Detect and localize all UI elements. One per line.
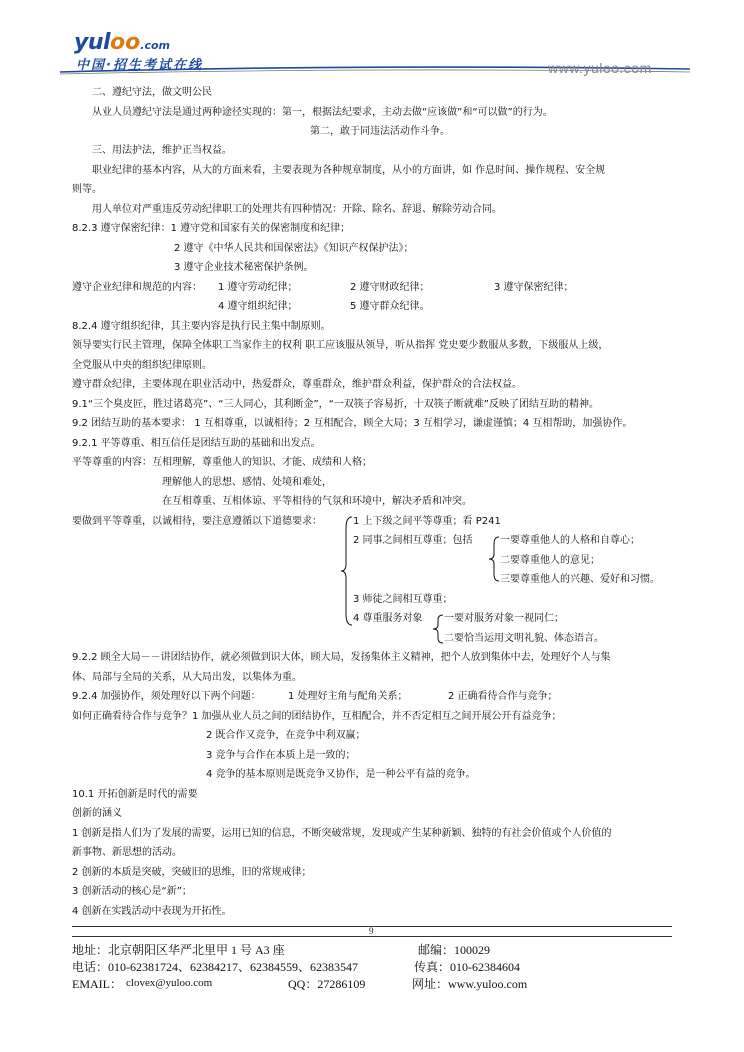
text-line: 第二，敢于同违法活动作斗争。: [310, 126, 450, 137]
text-line: 3 创新活动的核心是“新”；: [72, 886, 192, 897]
logo-yu-text: yul: [74, 30, 111, 55]
text-line: 8.2.4 遵守组织纪律，其主要内容是执行民主集中制原则。: [72, 321, 331, 332]
text-line: 在互相尊重、互相体谅、平等相待的气氛和环境中，解决矛盾和冲突。: [162, 496, 472, 507]
section-heading: 创新的涵义: [72, 808, 122, 819]
list-item: 三要尊重他人的兴趣、爱好和习惯。: [500, 574, 660, 585]
text-line: 2 遵守《中华人民共和国保密法》《知识产权保护法》；: [174, 243, 414, 254]
text-line: 平等尊重的内容：互相理解，尊重他人的知识、才能、成绩和人格；: [72, 457, 372, 468]
list-item: 二要恰当运用文明礼貌、体态语言。: [444, 633, 604, 644]
text-line: 遵守群众纪律，主要体现在职业活动中，热爱群众，尊重群众，维护群众利益，保护群众的合法权益。: [72, 379, 522, 390]
footer-website[interactable]: 网址：www.yuloo.com: [412, 977, 528, 991]
footer-email[interactable]: clovex@yuloo.com: [126, 977, 213, 989]
text-line: 用人单位对严重违反劳动纪律职工的处理共有四种情况：开除、除名、辞退、解除劳动合同。: [92, 204, 502, 215]
footer-divider: [72, 936, 672, 937]
text-line: 3 遵守企业技术秘密保护条例。: [174, 262, 314, 273]
text-line: 新事物、新思想的活动。: [72, 847, 182, 858]
text-line: 则等。: [72, 184, 102, 195]
logo-chinese-text: 中国·招生考试在线: [76, 58, 203, 73]
list-item: 3 竞争与合作在本质上是一致的；: [206, 750, 356, 761]
text-line: 9.2.1 平等尊重、相互信任是团结互助的基础和出发点。: [72, 438, 321, 449]
list-item: 一要对服务对象一视同仁；: [444, 613, 564, 624]
text-line: 职业纪律的基本内容，从大的方面来看，主要表现为各种规章制度，从小的方面讲，如 作息时间、操作规程、安全规: [92, 165, 606, 176]
list-item: 2 同事之间相互尊重；包括: [353, 535, 473, 546]
text-line: 要做到平等尊重，以诚相待，要注意遵循以下道德要求：: [72, 516, 322, 527]
text-line: 9.2.4 加强协作，须处理好以下两个问题：: [72, 691, 261, 702]
list-item: 1 上下级之间平等尊重；看 P241: [353, 516, 501, 527]
footer-address: 地址：北京朝阳区华严北里甲 1 号 A3 座: [72, 943, 285, 957]
section-heading: 三、用法护法，维护正当权益。: [92, 145, 232, 156]
brace-main: [340, 516, 354, 626]
text-line: 9.1“三个臭皮匠，胜过诸葛亮”、“三人同心，其利断金”，“一双筷子容易折，十双筷子断就难”反映了团结互助的精神。: [72, 399, 599, 410]
page-number: 9: [369, 926, 374, 936]
list-item: 4 竞争的基本原则是既竞争又协作，是一种公平有益的竞争。: [206, 769, 476, 780]
text-line: 如何正确看待合作与竞争？1 加强从业人员之间的团结协作，互相配合，并不否定相互之间开展公开有益竞争；: [72, 711, 562, 722]
text-line: 遵守企业纪律和规范的内容：: [72, 282, 202, 293]
text-line: 全党服从中央的组织纪律原则。: [72, 360, 212, 371]
text-line: 理解他人的思想、感情、处境和难处，: [162, 477, 332, 488]
list-item: 5 遵守群众纪律。: [350, 301, 430, 312]
footer-phone: 电话：010-62381724、62384217、62384559、62383547: [72, 960, 358, 974]
text-line: 体、局部与全局的关系，从大局出发，以集体为重。: [72, 672, 302, 683]
list-item: 4 遵守组织纪律；: [218, 301, 298, 312]
section-heading: 10.1 开拓创新是时代的需要: [72, 789, 198, 800]
text-line: 8.2.3 遵守保密纪律：1 遵守党和国家有关的保密制度和纪律；: [72, 223, 351, 234]
list-item: 2 遵守财政纪律；: [350, 282, 430, 293]
list-item: 4 尊重服务对象: [353, 613, 423, 624]
list-item: 2 既合作又竞争，在竞争中利双赢；: [206, 730, 366, 741]
list-item: 3 遵守保密纪律；: [494, 282, 574, 293]
footer-postcode: 邮编：100029: [418, 943, 491, 957]
text-line: 1 创新是指人们为了发展的需要，运用已知的信息，不断突破常规，发现或产生某种新颖、独特的有社会价值或个人价值的: [72, 828, 612, 839]
logo-com-text: .com: [140, 39, 170, 52]
header-url: www.yuloo.com: [548, 60, 652, 76]
list-item: 2 正确看待合作与竞争；: [448, 691, 558, 702]
text-line: 9.2.2 顾全大局－－讲团结协作，就必须做到识大体，顾大局，发扬集体主义精神，把个人放到集体中去，处理好个人与集: [72, 652, 611, 663]
text-line: 领导要实行民主管理，保障全体职工当家作主的权利 职工应该服从领导，听从指挥 党史要少数服从多数，下级服从上级，: [72, 340, 609, 351]
brace-colleague: [488, 534, 500, 584]
text-line: 9.2 团结互助的基本要求： 1 互相尊重，以诚相待；2 互相配合，顾全大局；3 互相学习，谦虚谨慎；4 互相帮助，加强协作。: [72, 418, 633, 429]
section-heading: 二、遵纪守法，做文明公民: [92, 87, 212, 98]
text-line: 2 创新的本质是突破，突破旧的思维，旧的常规戒律；: [72, 867, 312, 878]
brace-service: [432, 612, 444, 646]
text-line: 从业人员遵纪守法是通过两种途径实现的：第一，根据法纪要求，主动去做“应该做”和“可以做”的行为。: [92, 107, 553, 118]
list-item: 二要尊重他人的意见；: [500, 555, 600, 566]
list-item: 1 处理好主角与配角关系；: [288, 691, 408, 702]
text-line: 4 创新在实践活动中表现为开拓性。: [72, 906, 232, 917]
list-item: 3 师徒之间相互尊重；: [353, 594, 453, 605]
footer-qq: QQ：27286109: [288, 977, 366, 991]
list-item: 一要尊重他人的人格和自尊心；: [500, 535, 640, 546]
logo-oo-text: oo: [110, 30, 141, 55]
list-item: 1 遵守劳动纪律；: [218, 282, 298, 293]
footer-email-label: EMAIL：: [72, 977, 122, 991]
footer-fax: 传真：010-62384604: [414, 960, 520, 974]
